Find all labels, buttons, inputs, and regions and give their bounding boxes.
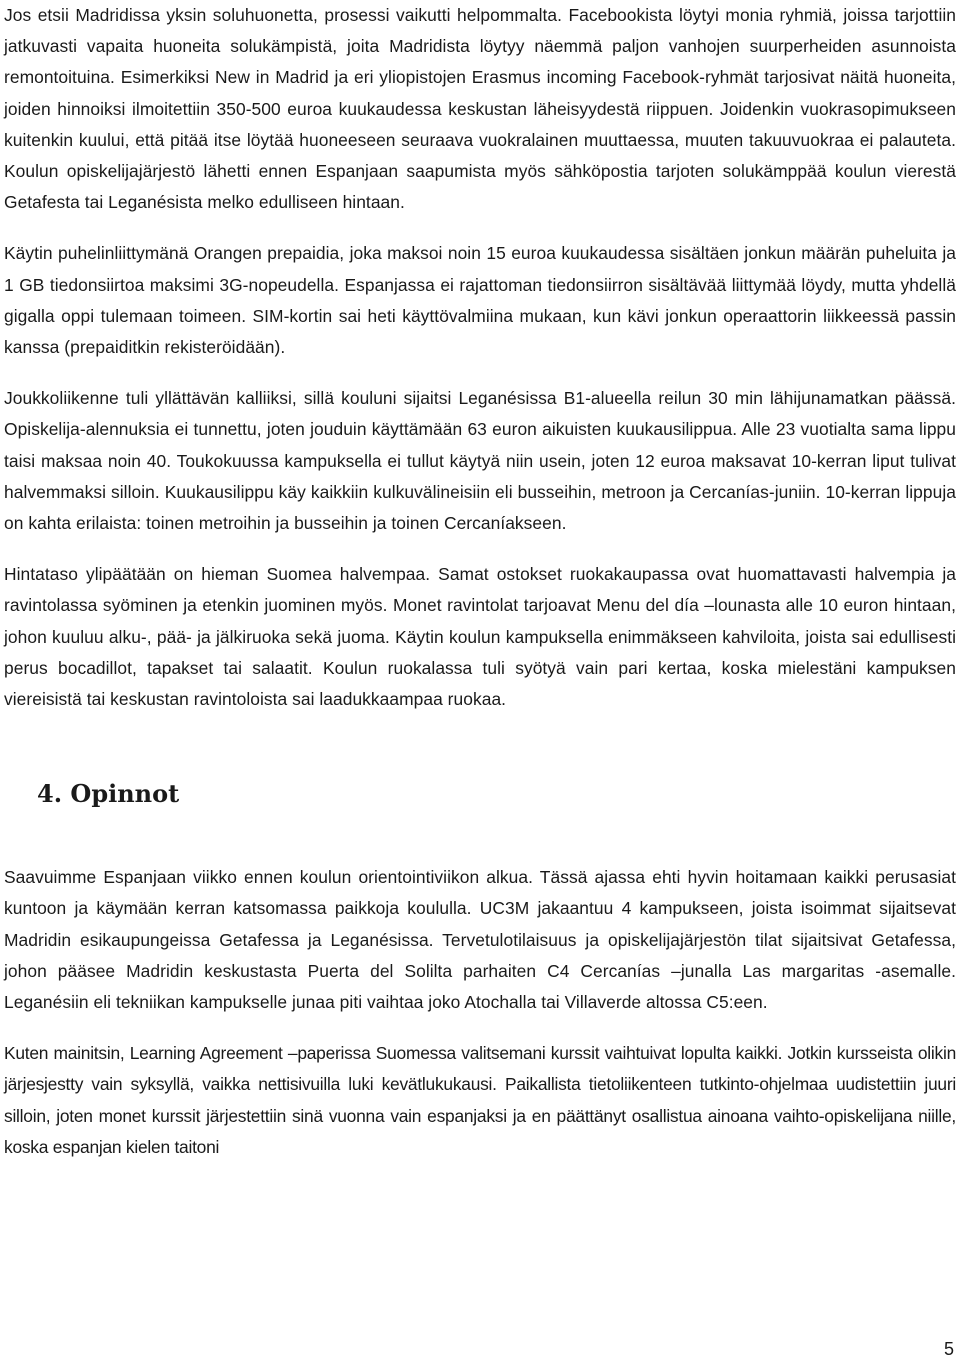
section-title: Opinnot (70, 779, 180, 809)
section-gap-above (4, 715, 956, 779)
paragraph-arrival: Saavuimme Espanjaan viikko ennen koulun orientointiviikon alkua. Tässä ajassa ehti hyvin hoitamaan kaikki perusasiat kuntoon ja käymään kerran katsomassa paikkoja koululla. UC3M jakaantuu 4 kampukseen, joista isoimmat sijaitsevat Madridin esikaupungeissa Getafessa ja Leganésissa. Tervetulotilaisuus ja opiskelijajärjestön tilat sijaitsivat Getafessa, johon pääsee Madridin keskustasta Puerta del Solilta parhaiten C4 Cercanías –junalla Las margaritas -asemalle. Leganésiin eli tekniikan kampukselle junaa piti vaihtaa joko Atochalla tai Villaverde altossa C5:een. (4, 867, 956, 1013)
section-gap-below (4, 809, 956, 862)
paragraph-prices: Hintataso ylipäätään on hieman Suomea halvempaa. Samat ostokset ruokakaupassa ovat huomattavasti halvempia ja ravintolassa syöminen ja etenkin juominen myös. Monet ravintolat tarjoavat Menu del día –lounasta alle 10 euron hintaan, johon kuuluu alku-, pää- ja jälkiruoka sekä juoma. Käytin koulun kampuksella enimmäkseen kahviloita, joista sai edullisesti perus bocadillot, tapakset tai salaatit. Koulun ruokalassa tuli syötyä vain pari kertaa, koska mielestäni kampuksen viereisistä tai keskustan ravintoloista sai laadukkaampaa ruokaa. (4, 564, 956, 710)
paragraph-gap (4, 1018, 956, 1038)
page-number: 5 (943, 1339, 954, 1359)
paragraph-phone: Käytin puhelinliittymänä Orangen prepaidia, joka maksoi noin 15 euroa kuukaudessa sisältäen jonkun määrän puheluita ja 1 GB tiedonsiirtoa maksimi 3G-nopeudella. Espanjassa ei rajattoman tiedonsiirron sisältävää liittymää löydy, mutta yhdellä gigalla oppi tulemaan toimeen. SIM-kortin sai heti käyttövalmiina mukaan, kun kävi jonkun operaattorin liikkeessä passin kanssa (prepaiditkin rekisteröidään). (4, 243, 956, 358)
paragraph-transport: Joukkoliikenne tuli yllättävän kalliiksi, sillä kouluni sijaitsi Leganésissa B1-alueella reilun 30 min lähijunamatkan päässä. Opiskelija-alennuksia ei tunnettu, joten jouduin käyttämään 63 euron aikuisten kuukausilippua. Alle 23 vuotialta sama lippu taisi maksaa noin 40. Toukokuussa kampuksella ei tullut käytyä niin usein, joten 12 euroa maksavat 10-kerran liput tulivat halvemmaksi silloin. Kuukausilippu käy kaikkiin kulkuvälineisiin eli busseihin, metroon ja Cercanías-juniin. 10-kerran lippuja on kahta erilaista: toinen metroihin ja busseihin ja toinen Cercaníakseen. (4, 388, 956, 534)
paragraph-agreement: Kuten mainitsin, Learning Agreement –paperissa Suomessa valitsemani kurssit vaihtuivat lopulta kaikki. Jotkin kursseista olikin järjesjestty vain syksyllä, vaikka nettisivuilla luki kevätlukukausi. Paikallista tietoliikenteen tutkinto-ohjelmaa uudistettiin juuri silloin, joten monet kurssit järjestettiin sinä vuonna vain espanjaksi ja en päättänyt osallistua ainoana vaihto-opiskelijana niille, koska espanjan kielen taitoni (4, 1043, 956, 1157)
section-heading (4, 779, 956, 809)
paragraph-gap (4, 363, 956, 383)
paragraph-housing: Jos etsii Madridissa yksin soluhuonetta, prosessi vaikutti helpommalta. Facebookista löytyi monia ryhmiä, joissa tarjottiin jatkuvasti vapaita huoneita solukämpistä, joita Madridista löytyy näemmä paljon vanhojen suurperheiden asunnoista remontoituina. Esimerkiksi New in Madrid ja eri yliopistojen Erasmus incoming Facebook-ryhmät tarjosivat näitä huoneita, joiden hinnoiksi ilmoitettiin 350-500 euroa kuukaudessa keskustan läheisyydestä riippuen. Joidenkin vuokrasopimukseen kuitenkin kuului, että pitää itse löytää huoneeseen seuraava vuokralainen muuttaessa, muuten takuuvuokraa ei palauteta. Koulun opiskelijajärjestö lähetti ennen Espanjaan saapumista myös sähköpostia tarjoten solukämppää koulun vierestä Getafesta tai Leganésista melko edulliseen hintaan. (4, 5, 956, 213)
paragraph-gap (4, 218, 956, 238)
document-page (4, 0, 956, 1163)
section-number: 4. (37, 779, 63, 809)
paragraph-gap (4, 539, 956, 559)
